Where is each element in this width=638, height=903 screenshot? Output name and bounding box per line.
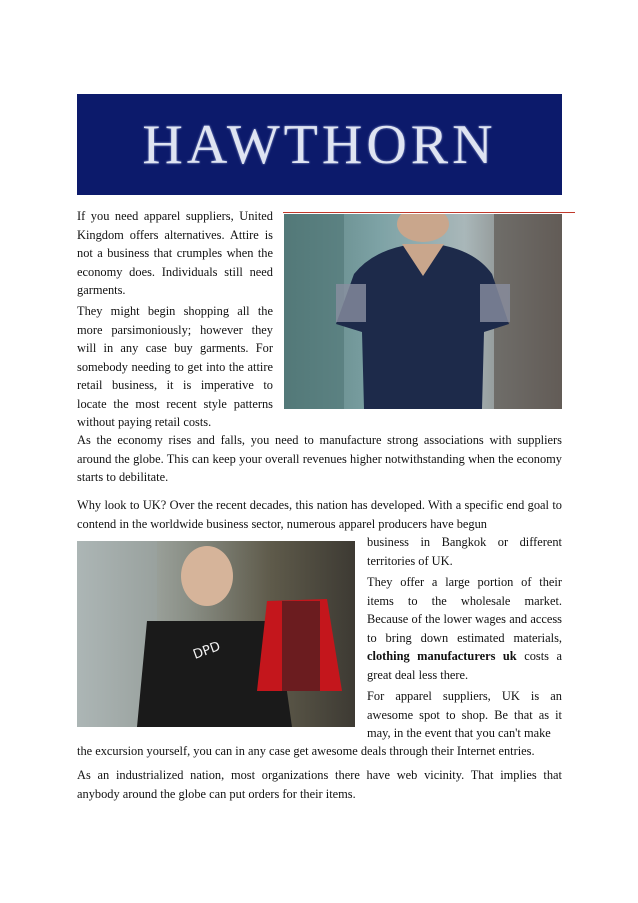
shirt-illustration — [284, 214, 562, 409]
paragraph-2: They might begin shopping all the more parsimoniously; however they will in any case buy garments. For somebody needing to get into the attire retail business, it is imperative to locate the most recent style patterns without paying retail costs. — [77, 304, 273, 429]
paragraph-5 — [367, 573, 562, 684]
paragraph-6a: For apparel suppliers, UK is an awesome spot to shop. Be that as it may, in the event that you can't make — [367, 689, 562, 740]
hawthorn-banner — [77, 94, 562, 195]
paragraph-1: If you need apparel suppliers, United Kingdom offers alternatives. Attire is not a business that crumples when the economy does. Individuals still need garments. — [77, 209, 273, 297]
jacket-illustration — [77, 541, 355, 727]
jacket-photo — [77, 541, 355, 727]
paragraph-7: As an industrialized nation, most organizations there have web vicinity. That implies that anybody around the globe can put orders for their items. — [77, 768, 562, 801]
accent-divider — [283, 212, 575, 213]
svg-text:DPD: DPD — [191, 639, 223, 663]
brand-logo-text: HAWTHORN — [142, 113, 497, 176]
shirt-photo — [284, 214, 562, 409]
paragraph-4b: business in Bangkok or different territories of UK. — [367, 535, 562, 568]
paragraph-3: As the economy rises and falls, you need to manufacture strong associations with suppliers around the globe. This can keep your overall revenues higher notwithstanding when the economy starts to debilitate. — [77, 433, 562, 484]
paragraph-5-pre: They offer a large portion of their items to the wholesale market. Because of the lower wages and access to bring down estimated materials, — [367, 575, 562, 645]
paragraph-4a: Why look to UK? Over the recent decades, this nation has developed. With a specific end goal to contend in the worldwide business sector, numerous apparel producers have begun — [77, 498, 562, 531]
paragraph-6b: the excursion yourself, you can in any case get awesome deals through their Internet entries. — [77, 744, 535, 758]
paragraph-5-post: costs a great deal less there. — [367, 649, 562, 682]
paragraph-5-keyword: clothing manufacturers uk — [367, 649, 517, 663]
